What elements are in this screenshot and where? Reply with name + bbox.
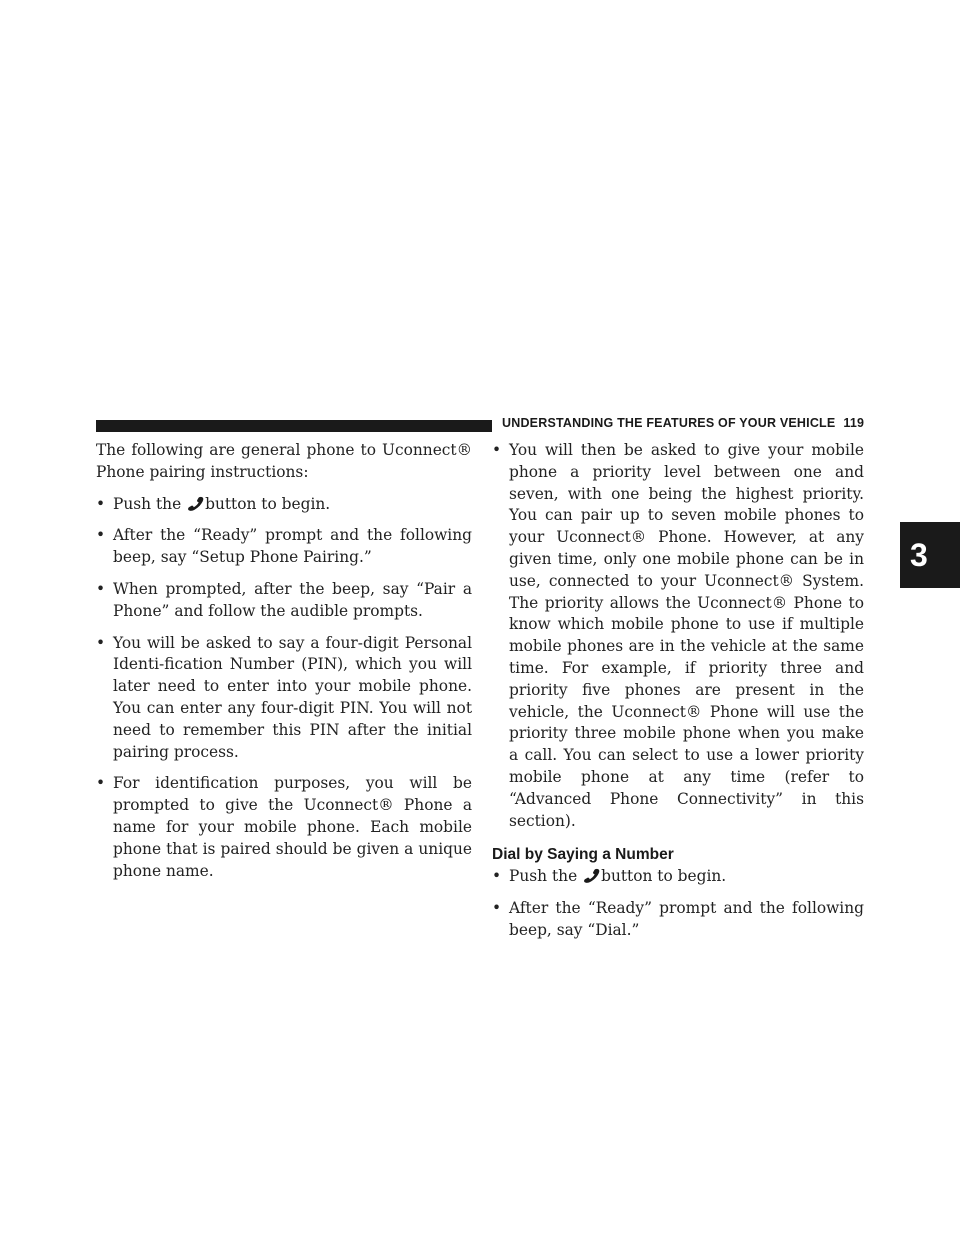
bullet: • [492,441,502,459]
pairing-steps-continued [492,440,864,832]
step-text: You will then be asked to give your mobile phone a priority level between one and seven, with one being the highest priority. You can pair up to seven mobile phones to your Uconnect® Phone. However, at any given time, only one mobile phone can be in use, connected to your Uconnect® System. The priority allows the Uconnect® Phone to know which mobile phone to use if multiple mobile phones are in the vehicle at the same time. For example, if priority three and priority five phones are present in the vehicle, the Uconnect® Phone will use the priority three mobile phone when you make a call. You can select to use a lower priority mobile phone at any time (refer to “Advanced Phone Connectivity” in this section). [509,441,864,830]
section-heading: Dial by Saying a Number [492,846,674,864]
list-item [492,898,864,942]
step-text: After the “Ready” prompt and the following beep, say “Setup Phone Pairing.” [113,526,472,567]
intro-paragraph: The following are general phone to Uconnect® Phone pairing instructions: [96,441,472,481]
list-item [492,440,864,832]
step-text-after: button to begin. [601,867,727,886]
step-text-before: Push the [509,867,578,886]
phone-handset-icon [186,496,205,511]
running-header [502,416,864,430]
list-item [96,579,472,623]
chapter-number: 3 [910,536,928,573]
bullet: • [96,633,106,652]
list-item [96,773,472,882]
phone-handset-icon [582,868,601,883]
list-item [492,866,864,888]
step-text: For identification purposes, you will be prompted to give the Uconnect® Phone a name for your mobile phone. Each mobile phone that is paired should be given a unique phone name. [113,774,472,880]
dial-steps-list [492,866,864,941]
pairing-steps-list [96,494,472,883]
bullet: • [96,494,106,513]
step-text-after: button to begin. [205,494,331,513]
step-text-before: Push the [113,494,182,513]
list-item [96,494,472,516]
step-text: When prompted, after the beep, say “Pair a Phone” and follow the audible prompts. [113,579,472,620]
list-item [96,525,472,569]
step-text: You will be asked to say a four-digit Personal Identi-fication Number (PIN), which you will later need to enter into your mobile phone. You can enter any four-digit PIN. You will not need to remember this PIN after the initial pairing process. [113,633,472,761]
step-text: After the “Ready” prompt and the following beep, say “Dial.” [509,898,864,939]
chapter-tab [900,522,960,588]
bullet: • [96,526,106,545]
header-title: UNDERSTANDING THE FEATURES OF YOUR VEHICLE [502,416,836,430]
list-item [96,633,472,764]
bullet: • [492,898,502,917]
bullet: • [96,774,106,793]
bullet: • [492,867,502,886]
bullet: • [96,579,106,598]
header-rule [96,420,492,432]
page-number: 119 [843,416,865,430]
right-column [492,440,864,942]
left-column [96,440,472,882]
